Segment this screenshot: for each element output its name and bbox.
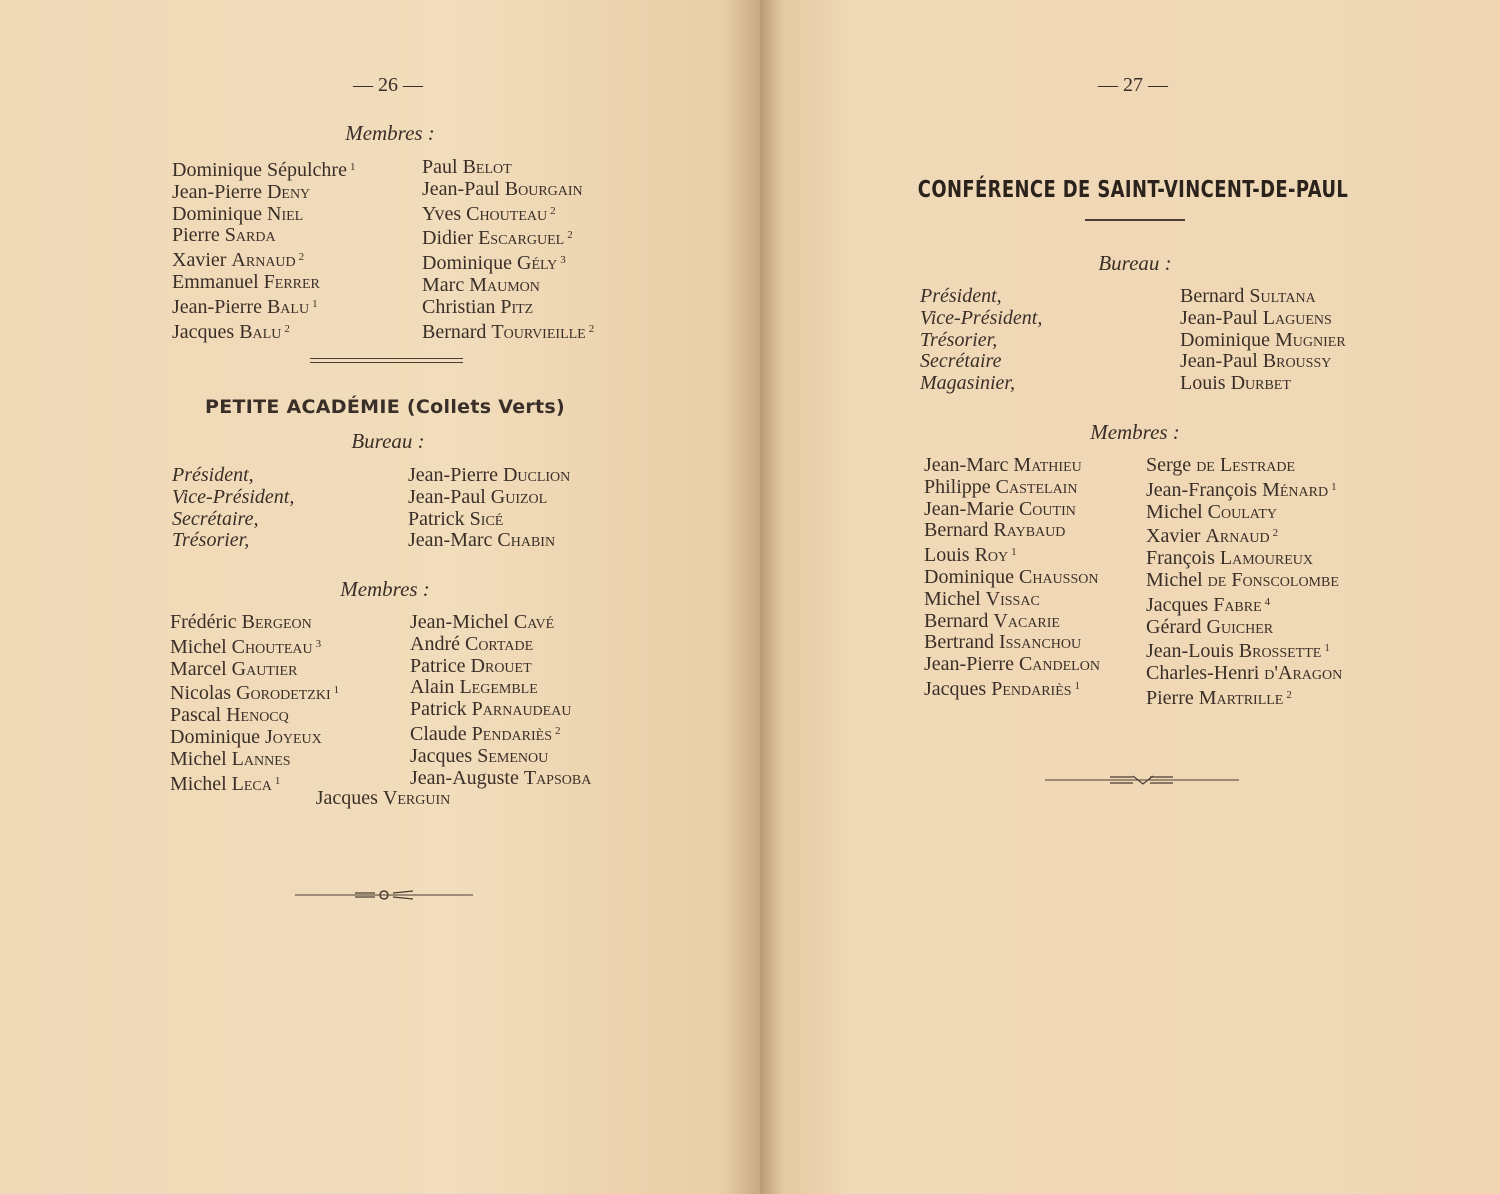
- first-name: Jean-Louis: [1146, 640, 1234, 663]
- first-name: Jean-Paul: [408, 485, 486, 508]
- first-name: Jacques: [172, 320, 235, 343]
- first-name: Jean-Marc: [924, 454, 1009, 476]
- first-name: Gérard: [1146, 615, 1202, 638]
- first-name: Jean-Paul: [1180, 306, 1258, 329]
- last-name: Fabre: [1213, 593, 1262, 616]
- last-name: Guicher: [1206, 615, 1274, 638]
- first-name: Marcel: [170, 657, 227, 680]
- last-name: Laguens: [1262, 306, 1332, 329]
- member-name: [1146, 502, 1342, 524]
- member-name: [410, 699, 591, 721]
- first-name: Jean-Auguste: [410, 766, 519, 789]
- member-name: [1146, 455, 1342, 477]
- footnote-marker: 2: [1272, 527, 1279, 540]
- last-name: Vacarie: [993, 609, 1060, 632]
- last-name: Niel: [267, 202, 304, 225]
- first-name: Xavier: [1146, 525, 1201, 548]
- bureau-role: Vice-Président,: [172, 485, 295, 508]
- bureau-role: Président,: [172, 464, 254, 486]
- last-name: Verguin: [382, 787, 451, 809]
- first-name: Bernard: [1180, 285, 1245, 307]
- last-name: Tourvieille: [491, 320, 586, 343]
- last-name: Pendariès: [991, 677, 1072, 700]
- last-name: Balu: [239, 320, 282, 343]
- member-name: [1146, 685, 1342, 710]
- member-name: [170, 749, 339, 771]
- last-name: Raybaud: [993, 519, 1066, 542]
- first-name: Paul: [422, 156, 458, 178]
- last-name: Bergeon: [241, 611, 312, 633]
- last-name: Leca: [231, 772, 272, 795]
- first-name: Yves: [422, 202, 462, 225]
- last-name: Sicé: [469, 507, 504, 530]
- members-col1: [924, 455, 1100, 701]
- member-name: [172, 294, 355, 319]
- member-name: [924, 542, 1100, 567]
- footnote-marker: 3: [560, 254, 566, 267]
- first-name: Jacques: [315, 787, 378, 809]
- member-name: [410, 721, 591, 746]
- last-name: Sarda: [224, 224, 276, 247]
- bureau-member: [408, 530, 570, 552]
- footnote-marker: 1: [349, 161, 356, 173]
- last-name: Bourgain: [504, 177, 583, 200]
- member-name: [1146, 548, 1342, 570]
- member-name: [170, 680, 339, 705]
- member-name: [172, 157, 355, 182]
- first-name: Jean-Marie: [924, 497, 1014, 520]
- last-name: Vissac: [985, 587, 1040, 610]
- first-name: Bertrand: [924, 631, 994, 654]
- bureau-roles: [172, 465, 294, 552]
- bureau-member: [408, 509, 570, 531]
- first-name: Patrick: [410, 698, 467, 721]
- bureau-role: Vice-Président,: [920, 306, 1043, 329]
- member-name: [422, 201, 594, 226]
- member-name: [1146, 638, 1342, 663]
- first-name: Didier: [422, 227, 474, 250]
- last-name: Cavé: [513, 611, 555, 633]
- last-name: Brossette: [1238, 640, 1322, 663]
- first-name: Michel: [1146, 500, 1203, 523]
- member-name: [410, 677, 591, 699]
- member-name: [422, 297, 594, 319]
- first-name: Dominique Sépulchre: [172, 159, 347, 181]
- last-name: Ferrer: [263, 270, 320, 293]
- last-name: Deny: [266, 180, 311, 203]
- member-name: [410, 746, 591, 768]
- first-name: Patrick: [408, 507, 465, 530]
- last-name: Chouteau: [231, 635, 313, 658]
- first-name: François: [1146, 547, 1215, 570]
- first-name: Louis: [1180, 372, 1226, 395]
- member-name: [924, 611, 1100, 633]
- bureau-member: [1180, 330, 1346, 352]
- members-col1: [172, 157, 355, 343]
- first-name: Bernard: [422, 320, 487, 343]
- bureau-member: [408, 465, 570, 487]
- member-name: [170, 659, 339, 681]
- last-name: Coulaty: [1207, 500, 1277, 523]
- member-name: [924, 589, 1100, 611]
- first-name: Michel: [924, 587, 981, 610]
- members-col2: [422, 157, 594, 343]
- member-name: [170, 634, 339, 659]
- bureau-role: Magasinier,: [920, 372, 1015, 395]
- member-name: [410, 612, 591, 634]
- members-heading: Membres :: [1090, 420, 1180, 444]
- bureau-names: [1180, 286, 1346, 395]
- first-name: Michel: [170, 635, 227, 658]
- last-name: Gély: [517, 252, 558, 275]
- last-name: Escarguel: [478, 227, 565, 250]
- footnote-marker: 1: [1331, 480, 1337, 493]
- first-name: André: [410, 632, 460, 655]
- member-name: [924, 455, 1100, 477]
- member-name: [1146, 570, 1342, 592]
- footnote-marker: 2: [1286, 688, 1292, 701]
- last-name: Sultana: [1249, 285, 1316, 307]
- section-title: CONFÉRENCE DE SAINT-VINCENT-DE-PAUL: [917, 177, 1349, 203]
- bureau-heading: Bureau :: [351, 429, 425, 453]
- first-name: Jacques: [1146, 593, 1209, 616]
- last-name: Balu: [266, 295, 310, 318]
- last-name: Lannes: [231, 747, 291, 770]
- first-name: Jean-Paul: [422, 177, 500, 200]
- member-name: [422, 157, 594, 179]
- last-name: Arnaud: [1205, 525, 1270, 548]
- last-name: Tapsoba: [523, 766, 592, 789]
- members-heading: Membres :: [345, 121, 435, 145]
- divider: [1085, 219, 1185, 221]
- member-name: [172, 225, 355, 247]
- member-name: [170, 705, 339, 727]
- last-name: Gautier: [231, 657, 298, 680]
- first-name: Alain: [410, 676, 455, 699]
- first-name: Michel: [1146, 568, 1203, 591]
- footnote-marker: 2: [567, 229, 573, 242]
- last-name: Joyeux: [265, 725, 322, 748]
- first-name: Christian: [422, 295, 496, 318]
- member-name: [172, 247, 355, 272]
- last-name: Castelain: [995, 475, 1078, 498]
- first-name: Pascal: [170, 704, 222, 727]
- footnote-marker: 1: [312, 297, 318, 310]
- page-number: — 27 —: [1098, 74, 1168, 96]
- last-name: Broussy: [1262, 350, 1332, 373]
- page-number: — 26 —: [353, 74, 423, 96]
- first-name: Dominique: [422, 252, 512, 275]
- ornament-divider: [295, 887, 473, 903]
- member-name: [170, 771, 339, 796]
- last-name: Henocq: [226, 704, 289, 727]
- last-name: de Lestrade: [1196, 454, 1296, 476]
- footnote-marker: 1: [1074, 679, 1081, 692]
- first-name: Emmanuel: [172, 270, 259, 293]
- footnote-marker: 2: [298, 251, 305, 264]
- last-name: Chabin: [497, 529, 556, 552]
- divider: [310, 358, 463, 359]
- member-name: [924, 477, 1100, 499]
- member-name: [422, 275, 594, 297]
- member-name: [422, 250, 594, 275]
- last-name: Mugnier: [1275, 328, 1346, 351]
- member-name: [1146, 617, 1342, 639]
- first-name: Serge: [1146, 454, 1192, 476]
- member-name: [1146, 663, 1342, 685]
- footnote-marker: 2: [284, 322, 290, 335]
- first-name: Dominique: [1180, 328, 1270, 351]
- last-name: Maumon: [469, 273, 540, 296]
- member-name: [422, 179, 594, 201]
- bureau-member: [1180, 351, 1346, 373]
- first-name: Jean-Pierre: [172, 295, 262, 318]
- first-name: Jean-Marc: [408, 529, 493, 552]
- first-name: Patrice: [410, 654, 466, 677]
- first-name: Dominique: [172, 202, 262, 225]
- members-col2: [1146, 455, 1342, 710]
- member-name: [422, 225, 594, 250]
- bureau-role: Président,: [920, 285, 1002, 307]
- last-name: Cortade: [464, 632, 534, 655]
- first-name: Michel: [170, 772, 227, 795]
- bureau-member: [1180, 286, 1346, 308]
- last-name: Lamoureux: [1219, 547, 1313, 570]
- bureau-member: [1180, 373, 1346, 395]
- footnote-marker: 2: [555, 724, 561, 737]
- section-members-heading: Membres :: [340, 577, 430, 601]
- first-name: Bernard: [924, 519, 989, 542]
- first-name: Louis: [924, 544, 970, 567]
- last-name: Issanchou: [998, 631, 1082, 654]
- section-col1: [170, 612, 339, 795]
- first-name: Frédéric: [170, 611, 237, 633]
- last-name: Parnaudeau: [471, 698, 572, 721]
- last-name: Chausson: [1019, 565, 1099, 588]
- first-name: Xavier: [172, 249, 227, 272]
- first-name: Charles-Henri: [1146, 662, 1260, 685]
- last-name: Gorodetzki: [236, 682, 331, 705]
- member-name: [924, 676, 1100, 701]
- last-name: Legemble: [459, 676, 538, 699]
- footnote-marker: 3: [315, 637, 322, 650]
- first-name: Jean-François: [1146, 478, 1258, 501]
- bureau-role: Secrétaire,: [172, 507, 259, 530]
- last-name: d'Aragon: [1264, 662, 1343, 685]
- last-name: Arnaud: [231, 249, 296, 272]
- bureau-member: [1180, 308, 1346, 330]
- bureau-names: [408, 465, 570, 552]
- last-member: [316, 788, 451, 810]
- last-name: Candelon: [1018, 653, 1100, 676]
- first-name: Jean-Pierre: [408, 464, 498, 486]
- first-name: Marc: [422, 273, 465, 296]
- bureau-role: Trésorier,: [172, 529, 250, 552]
- member-name: [172, 204, 355, 226]
- first-name: Jacques: [924, 677, 987, 700]
- first-name: Pierre: [1146, 686, 1194, 709]
- section-title: PETITE ACADÉMIE (Collets Verts): [204, 396, 566, 418]
- first-name: Dominique: [924, 565, 1014, 588]
- last-name: Pitz: [500, 295, 534, 318]
- last-name: Durbet: [1230, 372, 1291, 395]
- first-name: Pierre: [172, 224, 220, 247]
- last-name: Mathieu: [1013, 454, 1082, 476]
- footnote-marker: 4: [1264, 595, 1271, 608]
- first-name: Jean-Paul: [1180, 350, 1258, 373]
- first-name: Jean-Pierre: [924, 653, 1014, 676]
- last-name: Semenou: [477, 744, 549, 767]
- member-name: [924, 499, 1100, 521]
- first-name: Philippe: [924, 475, 991, 498]
- first-name: Nicolas: [170, 682, 232, 705]
- member-name: [172, 319, 355, 344]
- bureau-heading: Bureau :: [1098, 251, 1172, 275]
- bureau-member: [408, 487, 570, 509]
- last-name: Duclion: [502, 464, 571, 486]
- first-name: Jean-Pierre: [172, 180, 262, 203]
- bureau-role: Secrétaire: [920, 350, 1002, 373]
- footnote-marker: 1: [274, 774, 281, 787]
- first-name: Claude: [410, 722, 467, 745]
- footnote-marker: 1: [1324, 642, 1330, 655]
- last-name: Martrille: [1198, 686, 1284, 709]
- divider: [310, 362, 463, 363]
- member-name: [172, 272, 355, 294]
- member-name: [1146, 477, 1342, 502]
- last-name: Drouet: [470, 654, 532, 677]
- first-name: Bernard: [924, 609, 989, 632]
- member-name: [924, 567, 1100, 589]
- last-name: Pendariès: [471, 722, 552, 745]
- first-name: Michel: [170, 747, 227, 770]
- footnote-marker: 2: [588, 322, 595, 335]
- member-name: [924, 654, 1100, 676]
- last-name: Guizol: [490, 485, 548, 508]
- bureau-role: Trésorier,: [920, 328, 998, 351]
- member-name: [924, 632, 1100, 654]
- member-name: [410, 634, 591, 656]
- member-name: [410, 656, 591, 678]
- last-name: de Fonscolombe: [1207, 568, 1339, 591]
- last-name: Chouteau: [466, 202, 548, 225]
- member-name: [1146, 523, 1342, 548]
- section-col2: [410, 612, 591, 789]
- first-name: Jean-Michel: [410, 611, 509, 633]
- ornament-divider: [1045, 772, 1239, 788]
- last-name: Coutin: [1018, 497, 1076, 520]
- last-name: Roy: [974, 544, 1009, 567]
- member-name: [1146, 592, 1342, 617]
- member-name: [422, 319, 594, 344]
- footnote-marker: 2: [550, 204, 556, 217]
- member-name: [170, 727, 339, 749]
- member-name: [924, 520, 1100, 542]
- bureau-roles: [920, 286, 1042, 395]
- footnote-marker: 1: [1011, 546, 1017, 559]
- last-name: Belot: [462, 156, 512, 178]
- member-name: [170, 612, 339, 634]
- first-name: Jacques: [410, 744, 473, 767]
- last-name: Ménard: [1262, 478, 1329, 501]
- first-name: Dominique: [170, 725, 260, 748]
- member-name: [172, 182, 355, 204]
- footnote-marker: 1: [333, 684, 340, 697]
